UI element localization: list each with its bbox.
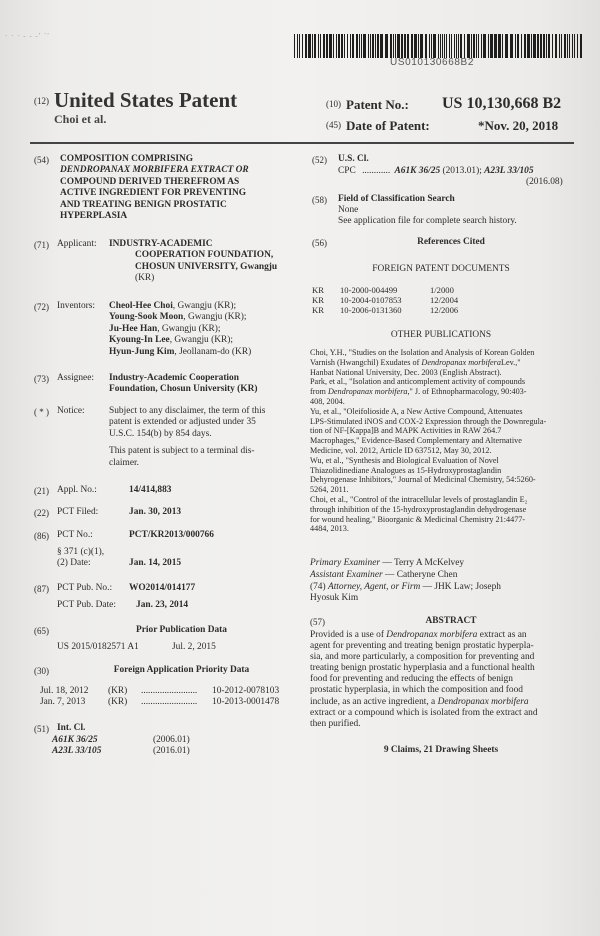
invention-title-line: COMPOUND DERIVED THEREFROM AS xyxy=(60,176,240,187)
other-pub-line: Medicine, vol. 2012, Article ID 637512, May 30, 2012. xyxy=(310,445,492,455)
applicant-field-number: (71) xyxy=(34,240,49,250)
barcode-bar xyxy=(444,34,445,58)
barcode-bar xyxy=(490,34,493,58)
barcode-bar xyxy=(308,34,311,58)
barcode-bar xyxy=(344,34,345,58)
barcode-bar xyxy=(418,34,419,58)
barcode xyxy=(294,34,584,58)
barcode-bar xyxy=(548,34,550,58)
foreign-doc-date: 1/2000 xyxy=(430,285,454,295)
barcode-bar xyxy=(537,34,539,58)
pct-filed-field-number: (22) xyxy=(34,508,49,518)
attorney-label: Attorney, Agent, or Firm xyxy=(327,582,421,592)
barcode-bar xyxy=(323,34,325,58)
other-pub-line: Dehyrogenase Inhibitors," Journal of Medicinal Chemistry, 54:5260- xyxy=(310,475,536,485)
notice-line: claimer. xyxy=(109,457,139,468)
barcode-bar xyxy=(460,34,462,58)
barcode-bar xyxy=(336,34,337,58)
barcode-bar xyxy=(458,34,459,58)
barcode-bar xyxy=(559,34,560,58)
inventor-place: , Gwangju (KR); xyxy=(169,335,233,346)
barcode-bar xyxy=(377,34,379,58)
barcode-bar xyxy=(407,34,409,58)
foreign-doc-row xyxy=(312,285,512,295)
notice-label: Notice: xyxy=(57,406,85,416)
patent-no-label: Patent No.: xyxy=(346,97,409,112)
cpc-line xyxy=(338,166,578,177)
other-pub-line: Hanbat National University, Dec. 2003 (English Abstract). xyxy=(310,367,502,377)
abstract-line: agent for preventing and treating benign prostatic hyperpla- xyxy=(310,641,534,652)
inventor-entry xyxy=(109,347,251,358)
assistant-examiner-name: — Catheryne Chen xyxy=(385,570,458,580)
abstract-text xyxy=(310,630,574,730)
int-cl-code: A23L 33/105 xyxy=(52,746,102,756)
priority-date: Jul. 18, 2012 xyxy=(40,686,89,696)
barcode-bar xyxy=(464,34,465,58)
other-pub-line: Wu, et al., "Synthesis and Biological Evaluation of Novel xyxy=(310,455,499,465)
int-cl-code: A61K 36/25 xyxy=(52,735,98,745)
notice-line: This patent is subject to a terminal dis- xyxy=(109,446,255,457)
applicant-line: INDUSTRY-ACADEMIC xyxy=(109,239,213,249)
barcode-bar xyxy=(580,34,582,58)
other-pubs-list xyxy=(310,348,574,534)
barcode-bar xyxy=(442,34,443,58)
claims-summary: 9 Claims, 21 Drawing Sheets xyxy=(383,745,499,755)
priority-row xyxy=(40,697,302,708)
pct-pub-no-field-number: (87) xyxy=(34,584,49,594)
us-cl-field-number: (52) xyxy=(312,155,327,165)
barcode-bar xyxy=(414,34,417,58)
other-pub-line: Thiazolidinediane Analogues as 15-Hydroxyprostaglandin xyxy=(310,465,502,475)
barcode-bar xyxy=(341,34,343,58)
barcode-bar xyxy=(478,34,479,58)
abstract-line: extract or a compound which is isolated from the extract and xyxy=(310,707,538,718)
barcode-bar xyxy=(527,34,530,58)
date-label: Date of Patent: xyxy=(346,118,430,133)
abstract-line: treating benign prostatic hyperplasia and a functional health xyxy=(310,663,535,674)
barcode-bar xyxy=(552,34,553,58)
foreign-priority-title: Foreign Application Priority Data xyxy=(113,665,250,675)
invention-title-line: ACTIVE INGREDIENT FOR PREVENTING xyxy=(60,188,247,199)
attorney xyxy=(310,582,501,593)
invention-title-line: AND TREATING BENIGN PROSTATIC xyxy=(60,199,227,210)
barcode-bar xyxy=(302,34,303,58)
date-field-number: (45) xyxy=(326,120,341,130)
cpc-version: (2013.01); xyxy=(442,166,482,176)
barcode-bar xyxy=(326,34,328,58)
barcode-bar xyxy=(555,34,557,58)
margin-scribble: · · · - ‐ ‐′ ´′ xyxy=(5,32,50,40)
other-pub-line: LPS-Stimulated iNOS and COX-2 Expression through the Downregula- xyxy=(310,416,547,426)
barcode-bar xyxy=(473,34,475,58)
foreign-doc-row xyxy=(312,305,512,315)
primary-examiner-label: Primary Examiner xyxy=(310,558,381,568)
barcode-bar xyxy=(471,34,472,58)
barcode-bar xyxy=(352,34,354,58)
assignee-line: Foundation, Chosun University (KR) xyxy=(109,384,258,395)
priority-dots: ........................ xyxy=(141,697,198,707)
prior-pub-field-number: (65) xyxy=(34,626,49,636)
barcode-bar xyxy=(361,34,362,58)
barcode-bar xyxy=(370,34,371,58)
barcode-bar xyxy=(521,34,522,58)
inventor-place: , Gwangju (KR); xyxy=(172,301,237,311)
appl-no-field-number: (21) xyxy=(34,486,49,496)
assistant-examiner-label: Assistant Examiner xyxy=(310,570,383,580)
foreign-doc-row xyxy=(312,295,512,305)
invention-title-line: COMPOSITION COMPRISING xyxy=(60,154,194,164)
other-pub-line: through inhibition of the 15-hydroxyprostaglandin dehydrogenase xyxy=(310,504,527,514)
attorney-name-cont: Hyosuk Kim xyxy=(310,593,359,603)
pct-no-field-number: (86) xyxy=(34,531,49,541)
barcode-bar xyxy=(577,34,578,58)
barcode-bar xyxy=(333,34,334,58)
pct-pub-no-value: WO2014/014177 xyxy=(129,583,196,593)
inventors-field-number: (72) xyxy=(34,302,49,312)
barcode-bar xyxy=(368,34,369,58)
barcode-bar xyxy=(446,34,447,58)
barcode-bar xyxy=(505,34,508,58)
assignee-value xyxy=(109,373,257,396)
notice-field-number: ( * ) xyxy=(34,407,49,417)
assignee-line: Industry-Academic Cooperation xyxy=(109,373,239,383)
barcode-bar xyxy=(347,34,348,58)
other-pub-line: for wound healing," Bioorganic & Medicinal Chemistry 21:4477- xyxy=(310,514,526,524)
other-pub-line: Macrophages," Evidence-Based Complementary and Alternative xyxy=(310,436,522,446)
foreign-doc-date: 12/2006 xyxy=(430,305,459,315)
barcode-bar xyxy=(440,34,441,58)
assignee-label: Assignee: xyxy=(57,373,94,383)
attorney-field-number: (74) xyxy=(310,582,326,592)
other-pub-line: Varnish (Hwangchil) Exudates of Dendropanax morbiferaLev.," xyxy=(310,357,521,367)
barcode-bar xyxy=(299,34,300,58)
pct-pub-date-value: Jan. 23, 2014 xyxy=(136,600,189,610)
barcode-bar xyxy=(515,34,516,58)
inventor-name: Kyoung-In Lee xyxy=(109,335,170,346)
int-cl-version: (2006.01) xyxy=(153,735,190,745)
invention-title xyxy=(60,154,300,222)
barcode-bar xyxy=(564,34,566,58)
other-pubs-title: OTHER PUBLICATIONS xyxy=(390,330,492,340)
applicant-line: (KR) xyxy=(135,273,155,284)
applicant-line-text: CHOSUN UNIVERSITY, Gwangju xyxy=(135,261,278,272)
inventor-heading: Choi et al. xyxy=(54,112,107,126)
priority-dots: ........................ xyxy=(141,686,198,696)
field-search-number: (58) xyxy=(312,195,327,205)
barcode-bar xyxy=(498,34,501,58)
barcode-bar xyxy=(312,34,313,58)
other-pub-line: Yu, et al., "Oleifolioside A, a New Active Compound, Attenuates xyxy=(310,406,523,416)
barcode-bar xyxy=(320,34,321,58)
foreign-docs-table xyxy=(312,285,512,315)
barcode-bar xyxy=(561,34,562,58)
barcode-bar xyxy=(451,34,452,58)
barcode-bar xyxy=(483,34,486,58)
foreign-doc-number: 10-2006-0131360 xyxy=(340,305,402,315)
barcode-bar xyxy=(543,34,545,58)
other-pub-line: Choi, Y.H., "Studies on the Isolation and Analysis of Korean Golden xyxy=(310,348,535,357)
inventor-name: Hyun-Jung Kim xyxy=(109,346,175,357)
abstract-line: Provided is a use of Dendropanax morbifera extract as an xyxy=(310,630,527,640)
refs-field-number: (56) xyxy=(312,238,327,248)
barcode-bar xyxy=(305,34,307,58)
priority-country: (KR) xyxy=(108,686,128,696)
s371-date-value: Jan. 14, 2015 xyxy=(129,558,182,568)
barcode-bar xyxy=(314,34,316,58)
appl-no-value: 14/414,883 xyxy=(129,485,172,495)
barcode-bar xyxy=(390,34,392,58)
barcode-bar xyxy=(449,34,450,58)
appl-no-label: Appl. No.: xyxy=(57,485,97,495)
barcode-bar xyxy=(294,34,295,58)
foreign-doc-date: 12/2004 xyxy=(430,295,459,305)
primary-examiner xyxy=(310,558,464,569)
barcode-bar xyxy=(372,34,374,58)
cpc-leader: ............ xyxy=(362,166,391,176)
int-cl-label: Int. Cl. xyxy=(57,723,86,733)
abstract-line: prostatic hyperplasia, in which the composition and food xyxy=(310,685,523,696)
field-search-line: None xyxy=(338,205,359,215)
prior-pub-title: Prior Publication Data xyxy=(136,625,227,635)
priority-number: 10-2013-0001478 xyxy=(212,697,280,707)
prior-pub-entry: US 2015/0182571 A1 xyxy=(57,642,139,652)
inventors-label: Inventors: xyxy=(57,301,96,311)
notice-line: patent is extended or adjusted under 35 xyxy=(109,417,256,428)
pct-pub-date-label: PCT Pub. Date: xyxy=(57,600,116,610)
abstract-line: sia, and more particularly, a composition for preventing and xyxy=(310,652,535,663)
notice-line: U.S.C. 154(b) by 854 days. xyxy=(109,428,212,439)
barcode-bar xyxy=(397,34,400,58)
other-pub-line: from Dendropanax morbifera," J. of Ethnopharmacology, 90:403- xyxy=(310,387,527,397)
foreign-doc-country: KR xyxy=(312,285,324,295)
notice-line: Subject to any disclaimer, the term of this xyxy=(109,406,266,416)
refs-title: References Cited xyxy=(417,237,485,247)
inventor-name: Ju-Hee Han xyxy=(109,323,158,334)
barcode-bar xyxy=(297,34,298,58)
date-value: *Nov. 20, 2018 xyxy=(478,118,559,133)
barcode-bar xyxy=(393,34,394,58)
barcode-bar xyxy=(494,34,497,58)
s371-date-label: (2) Date: xyxy=(57,558,91,568)
barcode-bar xyxy=(420,34,423,58)
barcode-bar xyxy=(533,34,536,58)
inventor-name: Young-Sook Moon xyxy=(109,312,184,323)
barcode-bar xyxy=(425,34,427,58)
inventor-entry xyxy=(109,301,251,312)
inventors-list xyxy=(109,301,251,358)
barcode-bar xyxy=(481,34,482,58)
other-pub-line: 408, 2004. xyxy=(310,396,345,406)
foreign-priority-field-number: (30) xyxy=(34,666,49,676)
barcode-bar xyxy=(574,34,575,58)
attorney-name: — JHK Law; Joseph xyxy=(422,582,501,592)
barcode-bar xyxy=(456,34,457,58)
barcode-bar xyxy=(356,34,358,58)
pct-pub-no-label: PCT Pub. No.: xyxy=(57,583,113,593)
barcode-bar xyxy=(329,34,332,58)
barcode-bar xyxy=(502,34,503,58)
doc-kind-number: (12) xyxy=(34,96,49,106)
foreign-doc-country: KR xyxy=(312,305,324,315)
patent-no-value: US 10,130,668 B2 xyxy=(442,95,562,112)
title-field-number: (54) xyxy=(34,155,49,165)
int-cl-field-number: (51) xyxy=(34,724,49,734)
other-pub-line: 4484, 2013. xyxy=(310,524,349,534)
inventor-entry xyxy=(109,312,251,323)
applicant-line: COOPERATION FOUNDATION, xyxy=(135,250,274,261)
header-rule xyxy=(30,142,574,144)
field-search-line: See application file for complete search history. xyxy=(338,216,517,226)
pct-no-label: PCT No.: xyxy=(57,530,93,540)
pct-filed-label: PCT Filed: xyxy=(57,507,99,517)
applicant-label: Applicant: xyxy=(57,239,97,249)
foreign-docs-title: FOREIGN PATENT DOCUMENTS xyxy=(372,264,510,274)
barcode-bar xyxy=(517,34,519,58)
cpc-code: A23L 33/105 xyxy=(484,166,534,176)
abstract-field-number: (57) xyxy=(310,617,325,627)
barcode-bar xyxy=(395,34,396,58)
inventor-entry xyxy=(109,324,251,335)
foreign-priority-table xyxy=(40,686,302,708)
barcode-bar xyxy=(318,34,319,58)
barcode-bar xyxy=(350,34,351,58)
barcode-bar xyxy=(375,34,376,58)
barcode-bar xyxy=(411,34,413,58)
barcode-bar xyxy=(433,34,436,58)
barcode-bar xyxy=(338,34,340,58)
barcode-bar xyxy=(567,34,568,58)
barcode-bar xyxy=(510,34,513,58)
barcode-bar xyxy=(531,34,532,58)
patent-no-field-number: (10) xyxy=(326,99,341,109)
priority-row xyxy=(40,686,302,697)
barcode-number: US010130668B2 xyxy=(390,57,474,68)
abstract-line: then purified. xyxy=(310,718,361,729)
s371-line1: § 371 (c)(1), xyxy=(57,547,105,557)
pct-filed-value: Jan. 30, 2013 xyxy=(129,507,182,517)
other-pub-line: Choi, et al., "Control of the intracellular levels of prostaglandin E₂ xyxy=(310,494,528,504)
applicant-value xyxy=(109,239,277,285)
barcode-bar xyxy=(363,34,366,58)
primary-examiner-name: — Terry A McKelvey xyxy=(382,558,465,568)
barcode-bar xyxy=(404,34,406,58)
notice-text xyxy=(109,406,303,469)
abstract-line: food for preventing and reducing the effects of benign xyxy=(310,674,513,685)
abstract-line: include, as an active ingredient, a Dendropanax morbifera xyxy=(310,696,529,707)
barcode-bar xyxy=(429,34,430,58)
inventor-place: , Gwangju (KR); xyxy=(183,312,247,323)
barcode-bar xyxy=(401,34,403,58)
barcode-bar xyxy=(476,34,477,58)
field-search-label: Field of Classification Search xyxy=(338,194,455,204)
us-cl-label: U.S. Cl. xyxy=(338,154,369,164)
barcode-bar xyxy=(540,34,542,58)
priority-country: (KR) xyxy=(108,697,128,707)
invention-title-line: DENDROPANAX MORBIFERA EXTRACT OR xyxy=(60,165,249,176)
foreign-doc-number: 10-2000-004499 xyxy=(340,285,398,295)
document-title: United States Patent xyxy=(54,88,238,112)
barcode-bar xyxy=(385,34,388,58)
cpc-label: CPC xyxy=(338,166,356,176)
int-cl-version: (2016.01) xyxy=(153,746,190,756)
barcode-bar xyxy=(546,34,547,58)
barcode-bar xyxy=(488,34,489,58)
priority-number: 10-2012-0078103 xyxy=(212,686,280,696)
cpc-version: (2016.08) xyxy=(526,177,563,187)
inventor-name: Cheol-Hee Choi xyxy=(109,301,173,311)
barcode-bar xyxy=(524,34,526,58)
assignee-field-number: (73) xyxy=(34,374,49,384)
inventor-place: , Jeollanam-do (KR) xyxy=(174,346,252,357)
applicant-line xyxy=(109,262,277,273)
barcode-bar xyxy=(569,34,570,58)
cpc-code: A61K 36/25 xyxy=(394,166,441,176)
other-pub-line: tion of NF-[Kappa]B and MAPK Activities in RAW 264.7 xyxy=(310,426,502,436)
barcode-bar xyxy=(380,34,383,58)
barcode-bar xyxy=(438,34,439,58)
invention-title-line: HYPERPLASIA xyxy=(60,211,128,222)
foreign-doc-country: KR xyxy=(312,295,324,305)
barcode-bar xyxy=(454,34,455,58)
barcode-bar xyxy=(572,34,573,58)
prior-pub-date: Jul. 2, 2015 xyxy=(172,642,216,652)
inventor-place: , Gwangju (KR); xyxy=(157,323,221,334)
pct-no-value: PCT/KR2013/000766 xyxy=(129,530,214,540)
other-pub-line: Park, et al., "Isolation and anticomplement activity of compounds xyxy=(310,377,526,387)
foreign-doc-number: 10-2004-0107853 xyxy=(340,295,402,305)
barcode-bar xyxy=(431,34,432,58)
assistant-examiner xyxy=(310,570,457,581)
barcode-bar xyxy=(359,34,360,58)
inventor-entry xyxy=(109,335,251,346)
priority-date: Jan. 7, 2013 xyxy=(40,697,86,707)
abstract-title: ABSTRACT xyxy=(425,616,477,626)
barcode-bar xyxy=(467,34,470,58)
other-pub-line: 5264, 2011. xyxy=(310,485,349,495)
